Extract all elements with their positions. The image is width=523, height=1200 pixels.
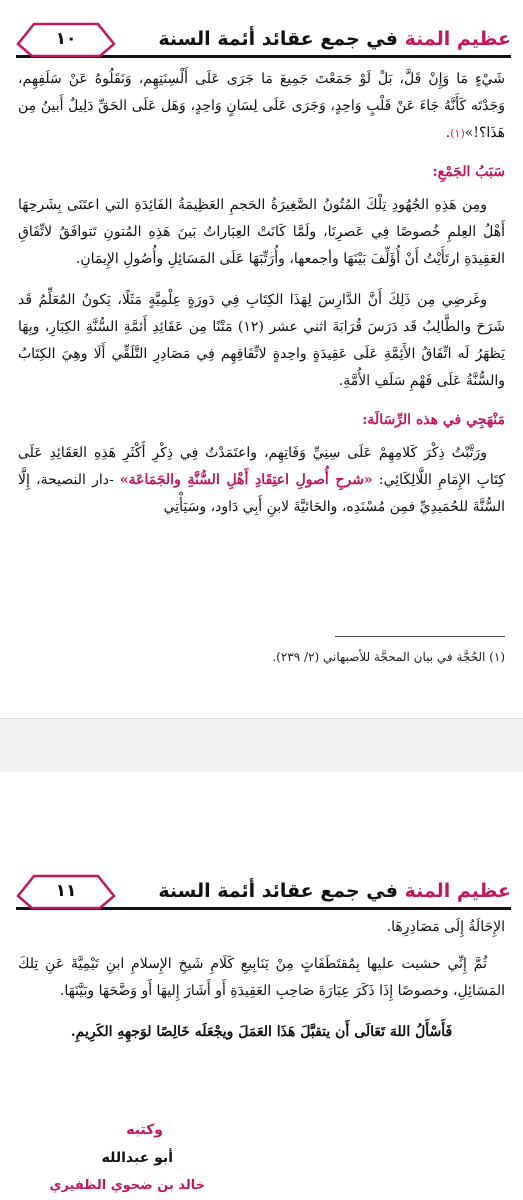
footnote: (١) الحُجَّة في بيان المحجَّة للأصبهاني (٢/ ٢٣٩). xyxy=(272,650,505,664)
page-body xyxy=(18,66,505,521)
page-header xyxy=(16,874,511,910)
page-number: ١٠ xyxy=(55,29,77,49)
goal-paragraph: وغَرضِي مِن ذَلِكَ أَنَّ الدَّارِسَ لِهَذَا الكِتَابِ فِي دَورَةٍ عِلْمِيَّةٍ مَثَلًا، يَكونُ المُعَلِّمُ قَد شَرَحَ والطَّالِبُ قَد دَرَسَ قُرَابَةَ اثني عشر (١٢) مَتْنًا مِن عَقَائِدِ أَئمَّةِ السُّنَّةِ الكِبَارِ، وبِهَا يَظهَرُ لَه اتِّفَاقُ الأَئِمَّةِ عَلَى عَقِيدَةٍ واحِدةٍ لاتِّفَاقِهِم فِي مَصَادِرِ التَّلَقِّي أَلَا وهِيَ الكِتَابُ والسُّنَّةُ عَلَى فَهْمِ سَلَفِ الأُمَّةِ. xyxy=(18,292,505,389)
closing-prayer: فَأَسْأَلُ اللهَ تَعَالَى أَن يتقبَّلَ هَذَا العَمَلَ ويجْعَلَه خَالِصًا لوَجهِهِ الكَرِيمِ. xyxy=(70,1024,453,1040)
page-number: ١١ xyxy=(55,881,77,901)
footnote-marker[interactable]: (١) xyxy=(450,127,465,140)
section-heading-reason: سَبَبُ الجَمْعِ: xyxy=(432,164,505,180)
section-heading-method: مَنْهَجِي في هذه الرِّسَالَة: xyxy=(362,412,505,428)
method-paragraph: ورَتَّبْتُ ذِكْرَ كَلامِهِمْ عَلَى سِنِيِّ وَفَاتِهِم، واعتَمَدْتُ فِي ذِكْرِ أَكْثَرِ هَذِهِ العَقَائِدِ عَلَى كِتَابِ الإِمَامِ اللَّالِكَائِي: «شرحِ أُصولِ اعتِقَادِ أَهْلِ السُّنَّةِ والجَمَاعَة» -دار النصيحة، إِلَّا السُّنَّةَ للحُمَيدِيِّ فمِن مُسْنَدِه، والحَائيَّةَ لابنِ أَبِي دَاود، وسَيَأْتِي xyxy=(18,445,505,515)
intro-paragraph: شَيْءٍ مَا وَإِنْ قَلَّ، بَلْ لَوْ جَمَعْتَ جَمِيعَ مَا جَرَى عَلَى أَلْسِنَتِهِم، وَنَقَلُوهُ عَنْ سَلَفِهِم، وَجَدْتَه كَأَنَّهُ جَاءَ عَنْ قَلْبٍ وَاحِدٍ، وَجَرَى عَلَى لِسَانٍ وَاحِدٍ، وَهَل عَلَى الحَقِّ دَلِيلٌ أَبينُ مِن هَذَا؟!»(١). xyxy=(18,71,505,141)
page-header xyxy=(16,22,511,58)
book-title-header: عظيم المنة في جمع عقائد أئمة السنة xyxy=(158,880,511,902)
book-title-highlight: «شرحِ أُصولِ اعتِقَادِ أَهْلِ السُّنَّةِ والجَمَاعَة» xyxy=(119,472,373,488)
page-body xyxy=(18,914,505,1046)
ibn-taymiyya-paragraph: ثُمَّ إِنِّي حشيت عليها بِمُقتَطَفَاتٍ مِنْ يَنَابِيعِ كَلَامِ شَيخِ الإِسلامِ ابنِ تَيْمِيَّةَ عَنِ تِلكَ المَسَائِلِ، وخصوصًا إِذَا ذَكَرَ عِبَارَةَ صَاحِبِ العَقِيدَةِ أَو أَشَارَ إِليهَا أَو وَضَّحَهَا وبَيَّنَهَا. xyxy=(18,956,505,999)
referral-line: الإِحَالَةُ إِلَى مَصَادِرِهَا. xyxy=(386,919,505,935)
page-number-badge xyxy=(16,22,116,58)
signature-wrote: وكتبه xyxy=(126,1122,163,1138)
page-gap xyxy=(0,718,523,774)
footnote-divider xyxy=(335,636,505,637)
signature-name: خالد بن ضحوي الظفيري xyxy=(49,1178,205,1193)
reason-paragraph: ومِن هَذِهِ الجُهُودِ تِلْكَ المُتُونُ الصَّغِيرَةُ الحَجمِ العَظِيمَةُ الفَائِدَةِ التي اعتَنَى بِشَرحِهَا أَهْلُ العِلمِ خُصوصًا فِي عَصرِنَا، ولَمَّا كَانَتْ العِبَاراتُ بَينَ هَذِهِ المُتونِ تَتوافَقُ لاتِّفَاقِ العَقِيدَةِ ارتَأَيْتُ أَنْ أُؤَلِّفَ بَيْنَهَا وأجمعها، وأُرَتِّبَهَا عَلَى المَسَائِلِ وأُصُولِ الإِيمَانِ. xyxy=(18,197,505,267)
signature-kunya: أبو عبدالله xyxy=(101,1150,173,1166)
book-title-header: عظيم المنة في جمع عقائد أئمة السنة xyxy=(158,28,511,50)
page-number-badge xyxy=(16,874,116,910)
page-11 xyxy=(0,772,523,1200)
